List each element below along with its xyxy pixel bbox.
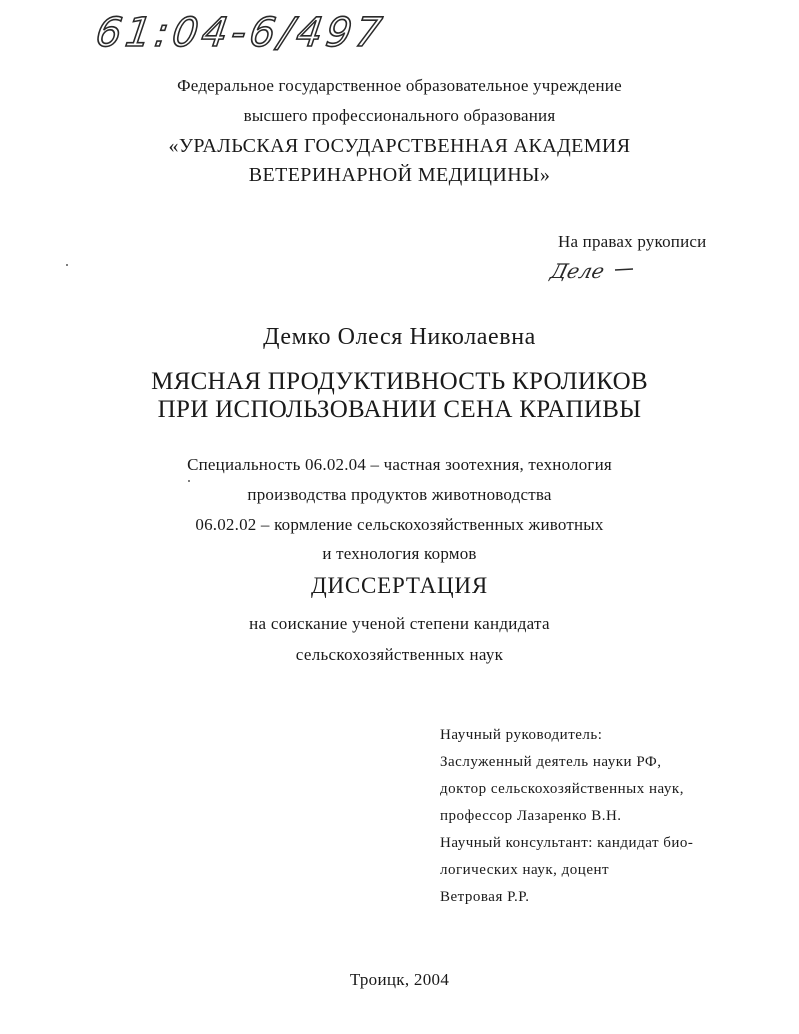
supervisor-line-4: профессор Лазаренко В.Н.: [440, 808, 622, 824]
supervisor-line-1: Научный руководитель:: [440, 727, 603, 743]
place-and-year: Троицк, 2004: [349, 970, 450, 989]
signature-dash: [615, 269, 633, 270]
document-type: ДИССЕРТАЦИЯ: [311, 573, 488, 598]
academy-name-line-1: «УРАЛЬСКАЯ ГОСУДАРСТВЕННАЯ АКАДЕМИЯ: [168, 135, 631, 157]
handwritten-number-text: 61:04-6/497: [92, 10, 389, 56]
supervisor-block: [440, 725, 770, 914]
institution-line-2: высшего профессионального образования: [243, 106, 556, 125]
specialty-line-1: Специальность 06.02.04 – частная зоотехния, технология: [187, 455, 612, 474]
supervisor-line-6: логических наук, доцент: [440, 862, 610, 878]
signature-text: Деле: [548, 259, 607, 283]
specialty-line-2: производства продуктов животноводства: [247, 485, 552, 504]
dissertation-title-line-2: ПРИ ИСПОЛЬЗОВАНИИ СЕНА КРАПИВЫ: [157, 396, 642, 423]
author-name: Демко Олеся Николаевна: [263, 324, 536, 350]
author-signature: [548, 256, 645, 286]
supervisor-line-3: доктор сельскохозяйственных наук,: [440, 781, 684, 797]
handwritten-archive-number: [92, 6, 436, 58]
specialty-line-4: и технология кормов: [322, 544, 477, 563]
scan-speck: [66, 264, 68, 266]
dissertation-title-line-1: МЯСНАЯ ПРОДУКТИВНОСТЬ КРОЛИКОВ: [151, 368, 648, 395]
degree-line-2: сельскохозяйственных наук: [295, 645, 504, 664]
supervisor-line-7: Ветровая Р.Р.: [440, 889, 530, 905]
institution-line-1: Федеральное государственное образовательное учреждение: [177, 76, 622, 95]
degree-line-1: на соискание ученой степени кандидата: [249, 614, 550, 633]
supervisor-line-2: Заслуженный деятель науки РФ,: [440, 754, 662, 770]
supervisor-line-5: Научный консультант: кандидат био-: [440, 835, 694, 851]
scan-speck: [188, 480, 190, 482]
specialty-line-3: 06.02.02 – кормление сельскохозяйственных животных: [195, 515, 604, 534]
manuscript-rights-label: На правах рукописи: [558, 232, 707, 251]
academy-name-line-2: ВЕТЕРИНАРНОЙ МЕДИЦИНЫ»: [248, 164, 551, 186]
